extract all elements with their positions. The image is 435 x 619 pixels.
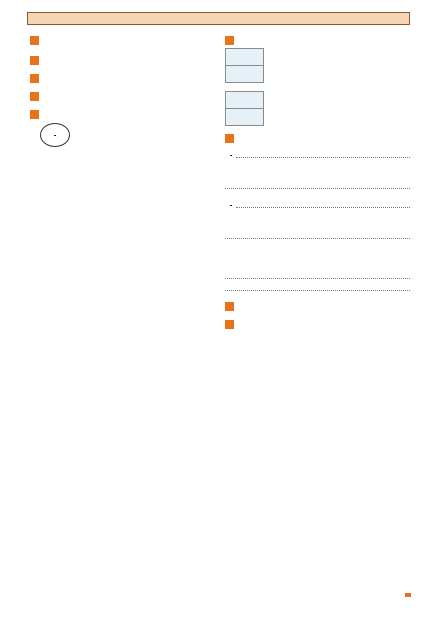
exercise-number xyxy=(30,92,39,101)
answer-line[interactable] xyxy=(236,152,410,158)
fraction xyxy=(230,155,232,156)
answer-line[interactable] xyxy=(236,202,410,208)
hour-fraction-table xyxy=(225,48,264,83)
answer-line[interactable] xyxy=(225,273,410,279)
answer-line[interactable] xyxy=(225,233,410,239)
left-column xyxy=(30,36,215,147)
right-column xyxy=(225,36,410,332)
ex7-part-c-cont xyxy=(225,258,410,270)
exercise-number xyxy=(30,36,39,45)
fraction xyxy=(230,205,232,206)
exercise-number xyxy=(225,134,234,143)
exercise-number xyxy=(30,56,39,65)
numerator xyxy=(230,155,232,156)
exercise-number xyxy=(225,320,234,329)
exercise-number xyxy=(225,36,234,45)
ex7-part-a xyxy=(225,146,410,164)
ex7-answer-line-c2 xyxy=(225,282,410,294)
exercise-8-header xyxy=(225,302,410,311)
fraction xyxy=(54,135,56,136)
ex7-answer-line-b xyxy=(225,230,410,242)
exercise-number xyxy=(30,74,39,83)
exercise-7-header xyxy=(225,134,410,143)
exercise-3-header xyxy=(30,74,215,83)
exercise-1-header xyxy=(30,36,215,45)
exercise-5-table-wrap xyxy=(30,123,215,147)
exercise-5-header xyxy=(30,110,215,119)
ex7-answer-line-c1 xyxy=(225,270,410,282)
exercise-2-header xyxy=(30,56,215,65)
exercise-4-header xyxy=(30,92,215,101)
exercise-9-header xyxy=(225,320,410,329)
row-header xyxy=(226,49,264,66)
series-banner xyxy=(27,12,410,25)
ex7-question-a xyxy=(225,168,410,180)
operator-bubble xyxy=(40,123,70,147)
exercise-6-header xyxy=(225,36,410,45)
ex7-part-c xyxy=(225,246,410,258)
exercise-number xyxy=(30,110,39,119)
answer-line[interactable] xyxy=(225,183,410,189)
ex7-part-b xyxy=(225,196,410,214)
exercise-number xyxy=(225,302,234,311)
ex7-answer-line-a xyxy=(225,180,410,192)
page-number xyxy=(405,593,411,597)
numerator xyxy=(230,205,232,206)
row-header xyxy=(226,66,264,83)
answer-line[interactable] xyxy=(225,285,410,291)
numerator xyxy=(54,135,56,136)
page-footer xyxy=(401,593,411,597)
day-fraction-table xyxy=(225,91,264,126)
row-header xyxy=(226,109,264,126)
ex7-question-b xyxy=(225,218,410,230)
row-header xyxy=(226,92,264,109)
